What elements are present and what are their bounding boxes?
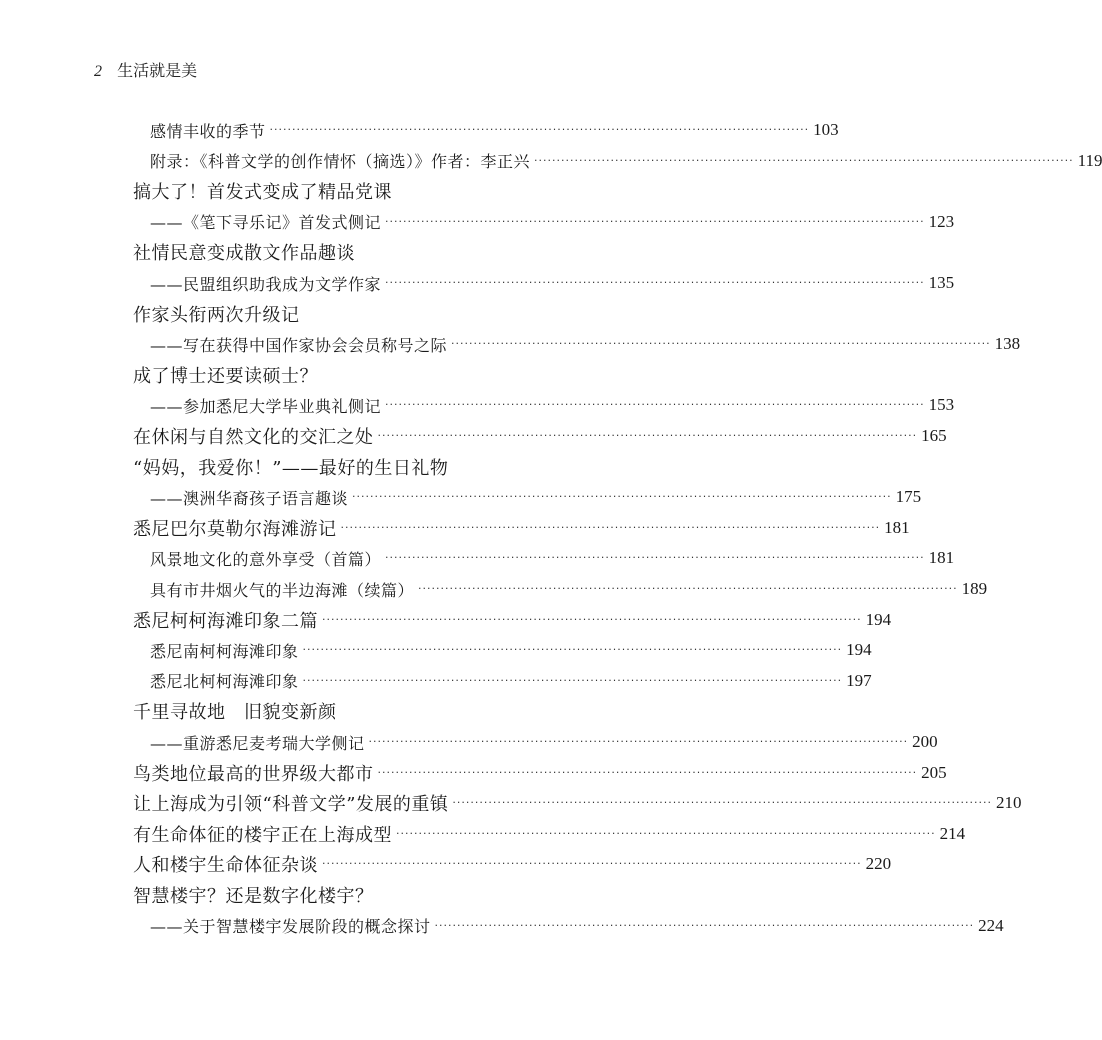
toc-leader-dots: ························································································································ <box>352 490 892 504</box>
toc-leader-dots: ························································································································ <box>396 826 936 840</box>
toc-entry-title: 在休闲与自然文化的交汇之处 <box>133 427 374 448</box>
toc-entry-title: 感情丰收的季节 <box>150 121 266 141</box>
toc-page-number: 119 <box>1077 150 1102 170</box>
toc-page-number: 220 <box>865 854 892 874</box>
toc-page-number: 103 <box>813 120 839 139</box>
toc-entry-title: 悉尼柯柯海滩印象二篇 <box>133 610 318 632</box>
toc-page-number: 135 <box>928 273 955 292</box>
toc-entry-title: 社情民意变成散文作品趣谈 <box>133 243 355 265</box>
toc-page-number: 165 <box>921 426 947 445</box>
toc-page-number: 175 <box>895 487 922 507</box>
toc-page-number: 153 <box>928 395 955 415</box>
toc-entry-title: ——民盟组织助我成为文学作家 <box>150 274 382 294</box>
toc-entry-title: 智慧楼宇？还是数字化楼宇？ <box>133 886 374 907</box>
toc-leader-dots: ························································································································ <box>377 765 918 779</box>
toc-leader-dots: ························································································································ <box>434 918 975 932</box>
toc-leader-dots: ························································································································ <box>385 551 925 565</box>
toc-entry-title: 鸟类地位最高的世界级大都市 <box>133 763 374 785</box>
toc-entry-title: 人和楼宇生命体征杂谈 <box>133 855 318 877</box>
toc-page-number: 197 <box>846 670 872 690</box>
toc-page-number: 138 <box>994 334 1021 354</box>
toc-entry <box>150 666 872 696</box>
running-head <box>94 58 197 81</box>
toc-entry <box>133 176 642 206</box>
toc-entry <box>150 574 988 604</box>
toc-entry <box>150 146 1102 176</box>
toc-leader-dots: ························································································································ <box>385 276 925 289</box>
toc-leader-dots: ························································································································ <box>385 214 925 228</box>
toc-leader-dots: ························································································································ <box>302 643 843 657</box>
toc-entry <box>133 696 642 726</box>
toc-page-number: 189 <box>961 579 988 598</box>
toc-entry <box>133 237 642 267</box>
toc-entry-title: 有生命体征的楼宇正在上海成型 <box>133 824 392 846</box>
toc-page-number: 194 <box>846 640 872 660</box>
toc-entry-title: ——关于智慧楼宇发展阶段的概念探讨 <box>150 917 431 937</box>
toc-leader-dots: ························································································································ <box>451 337 991 351</box>
toc-entry <box>150 207 955 237</box>
toc-page-number: 214 <box>939 823 966 843</box>
toc-entry <box>133 360 642 390</box>
toc-entry-title: ——重游悉尼麦考瑞大学侧记 <box>150 733 365 753</box>
toc-entry <box>133 880 642 910</box>
toc-entry <box>150 543 955 573</box>
toc-page-number: 200 <box>912 732 938 751</box>
toc-leader-dots: ························································································································ <box>322 857 862 871</box>
toc-entry-title: 搞大了！首发式变成了精品党课 <box>133 182 392 204</box>
toc-entry <box>150 911 1004 941</box>
toc-entry-title: “妈妈，我爱你！”——最好的生日礼物 <box>133 457 449 479</box>
page-number: 2 <box>94 63 102 80</box>
toc-entry <box>133 819 966 849</box>
toc-page-number: 205 <box>921 762 947 782</box>
toc-entry-title: 具有市井烟火气的半边海滩（续篇） <box>150 580 415 600</box>
toc-entry <box>150 115 839 145</box>
toc-leader-dots: ························································································································ <box>385 398 925 412</box>
toc-page-number: 224 <box>978 915 1004 935</box>
toc-entry <box>150 268 955 298</box>
toc-page-number: 123 <box>928 211 955 231</box>
toc-entry-title: 悉尼北柯柯海滩印象 <box>150 672 299 692</box>
toc-entry-title: 悉尼南柯柯海滩印象 <box>150 641 299 661</box>
toc-entry <box>150 727 938 757</box>
toc-entry <box>150 482 922 512</box>
toc-entry <box>133 758 947 788</box>
toc-entry-title: 附录：《科普文学的创作情怀（摘选）》作者：李正兴 <box>150 152 531 172</box>
toc-entry-title: 千里寻故地 旧貌变新颜 <box>133 702 337 724</box>
toc-entry-title: 风景地文化的意外享受（首篇） <box>150 549 382 569</box>
toc-entry <box>133 849 892 879</box>
toc-entry <box>133 452 642 482</box>
toc-leader-dots: ························································································································ <box>340 520 881 534</box>
toc-leader-dots: ························································································································ <box>377 429 918 442</box>
toc-leader-dots: ························································································································ <box>302 673 843 687</box>
toc-leader-dots: ························································································································ <box>269 123 810 136</box>
toc-leader-dots: ························································································································ <box>452 796 992 810</box>
toc-entry <box>150 635 872 665</box>
toc-entry-title: 成了博士还要读硕士？ <box>133 365 318 387</box>
toc-entry-title: ——参加悉尼大学毕业典礼侧记 <box>150 396 382 416</box>
book-title: 生活就是美 <box>117 61 198 80</box>
toc-leader-dots: ························································································································ <box>322 612 862 626</box>
toc-entry-title: ——澳洲华裔孩子语言趣谈 <box>150 488 349 508</box>
toc-page-number: 181 <box>884 517 910 537</box>
toc-entry-title: ——写在获得中国作家协会会员称号之际 <box>150 335 448 355</box>
toc-entry-title: 作家头衔两次升级记 <box>133 304 300 326</box>
toc-entry <box>133 421 947 451</box>
toc-entry-title: 让上海成为引领“科普文学”发展的重镇 <box>133 794 449 816</box>
toc-leader-dots: ························································································································ <box>368 735 909 748</box>
toc-entry <box>133 605 892 635</box>
toc-page-number: 194 <box>865 609 892 629</box>
toc-entry <box>150 390 955 420</box>
toc-leader-dots: ························································································································ <box>418 582 958 595</box>
toc-entry <box>133 788 1022 818</box>
toc-entry <box>150 329 1021 359</box>
toc-entry <box>133 513 910 543</box>
toc-entry-title: 悉尼巴尔莫勒尔海滩游记 <box>133 518 337 540</box>
toc-leader-dots: ························································································································ <box>534 153 1074 167</box>
toc-entry <box>133 299 642 329</box>
toc-entry-title: ——《笔下寻乐记》首发式侧记 <box>150 213 382 233</box>
toc-page-number: 181 <box>928 548 955 568</box>
toc-page-number: 210 <box>996 793 1022 813</box>
